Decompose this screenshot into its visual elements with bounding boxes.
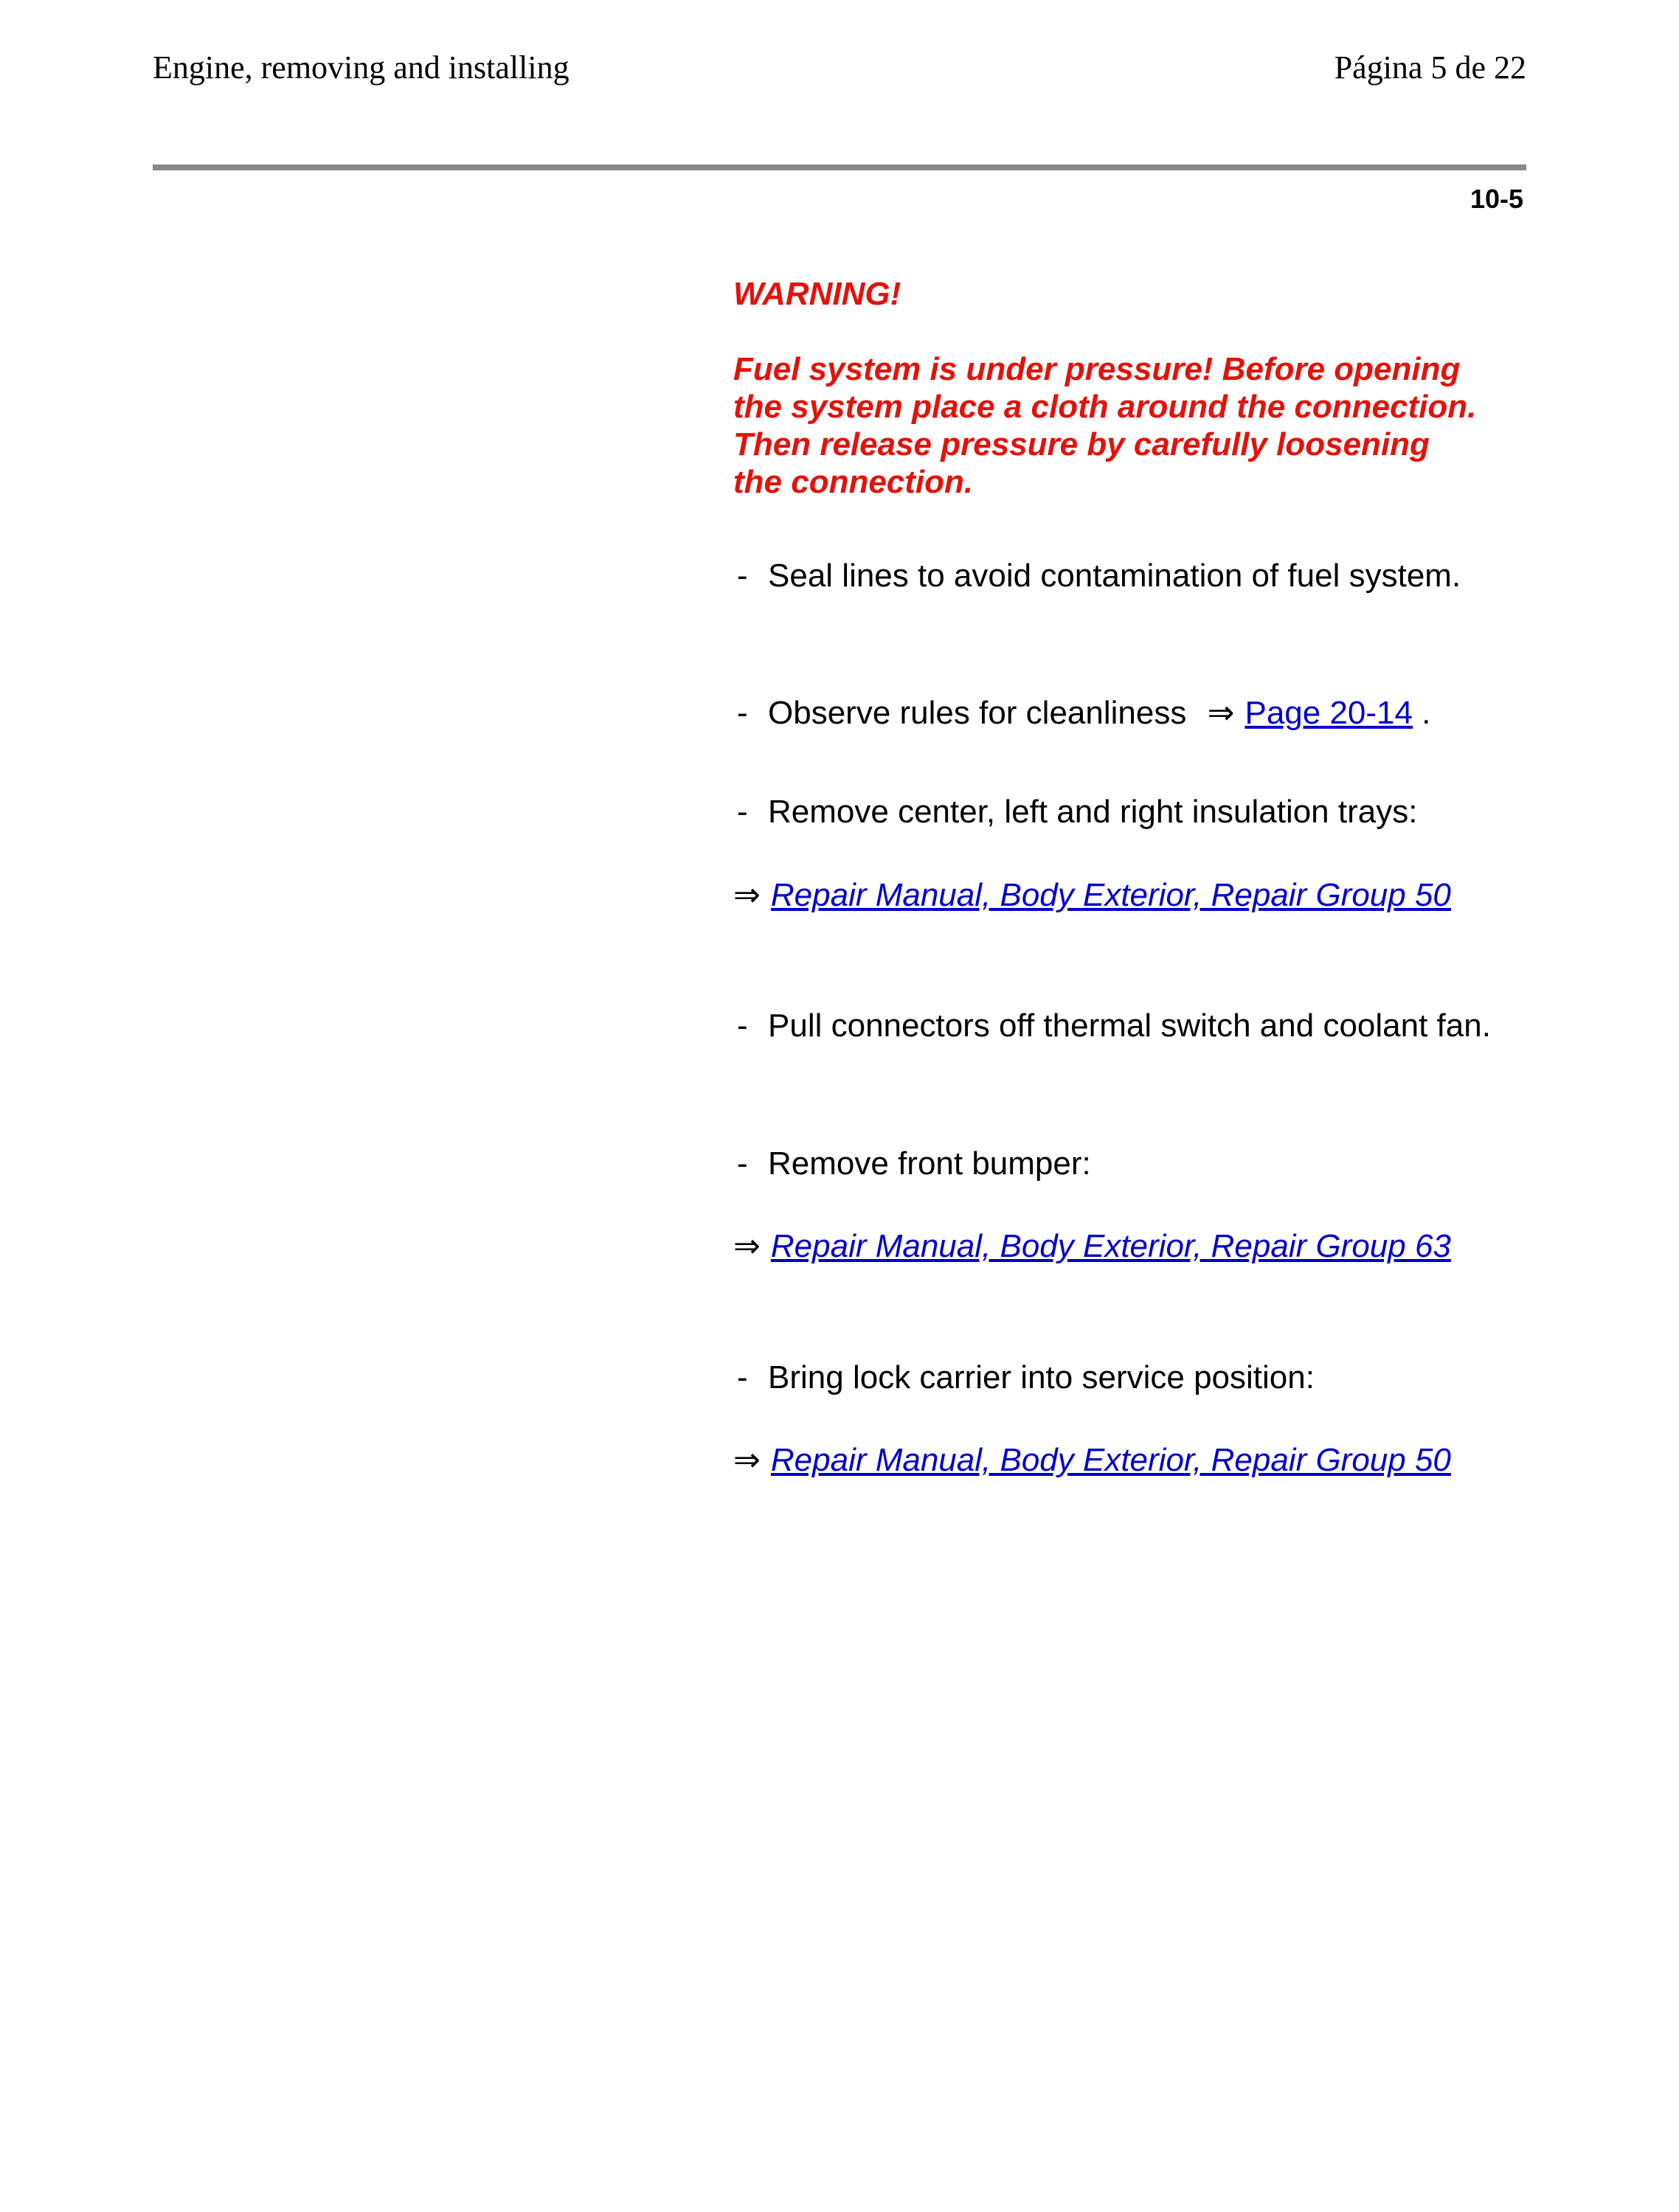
page-header [153, 46, 1526, 90]
step-text: Pull connectors off thermal switch and coolant fan. [768, 1008, 1491, 1044]
reference-repair-group-50 [733, 1441, 1471, 1479]
arrow-right-icon: ⇒ [733, 1228, 761, 1264]
document-title: Engine, removing and installing [153, 49, 570, 86]
reference-repair-group-63 [733, 1227, 1471, 1265]
header-divider [153, 164, 1526, 170]
step-dash: - [737, 1145, 748, 1182]
step-remove-front-bumper [733, 1145, 1500, 1182]
step-dash: - [737, 1359, 748, 1395]
arrow-right-icon: ⇒ [1207, 695, 1235, 731]
warning-text: Fuel system is under pressure! Before opening the system place a cloth around the connection. Then release pressure by carefully loosening the connection. [733, 351, 1477, 500]
step-text: Remove center, left and right insulation trays: [768, 794, 1418, 830]
link-repair-manual-group-50[interactable]: Repair Manual, Body Exterior, Repair Group 50 [770, 1442, 1451, 1478]
page-number: Página 5 de 22 [1334, 49, 1526, 86]
section-number: 10-5 [1469, 184, 1523, 214]
warning-title: WARNING! [733, 276, 901, 312]
link-page-20-14[interactable]: Page 20-14 [1244, 695, 1413, 731]
step-text: Bring lock carrier into service position: [768, 1359, 1315, 1395]
step-text: Remove front bumper: [768, 1145, 1091, 1182]
step-seal-lines [733, 557, 1500, 594]
step-suffix: . [1422, 695, 1431, 731]
link-repair-manual-group-63[interactable]: Repair Manual, Body Exterior, Repair Group 63 [770, 1228, 1451, 1264]
link-repair-manual-group-50[interactable]: Repair Manual, Body Exterior, Repair Group 50 [770, 877, 1451, 913]
step-dash: - [737, 1008, 748, 1044]
step-remove-insulation-trays [733, 793, 1500, 831]
step-lock-carrier-service-position [733, 1359, 1500, 1396]
step-text: Seal lines to avoid contamination of fuel system. [768, 558, 1461, 594]
step-text: Observe rules for cleanliness [768, 695, 1187, 731]
reference-repair-group-50 [733, 876, 1471, 914]
step-cleanliness [733, 694, 1500, 732]
step-dash: - [737, 794, 748, 830]
step-dash: - [737, 695, 748, 731]
step-pull-connectors [733, 1007, 1500, 1044]
arrow-right-icon: ⇒ [733, 1442, 761, 1478]
step-dash: - [737, 558, 748, 594]
arrow-right-icon: ⇒ [733, 877, 761, 913]
